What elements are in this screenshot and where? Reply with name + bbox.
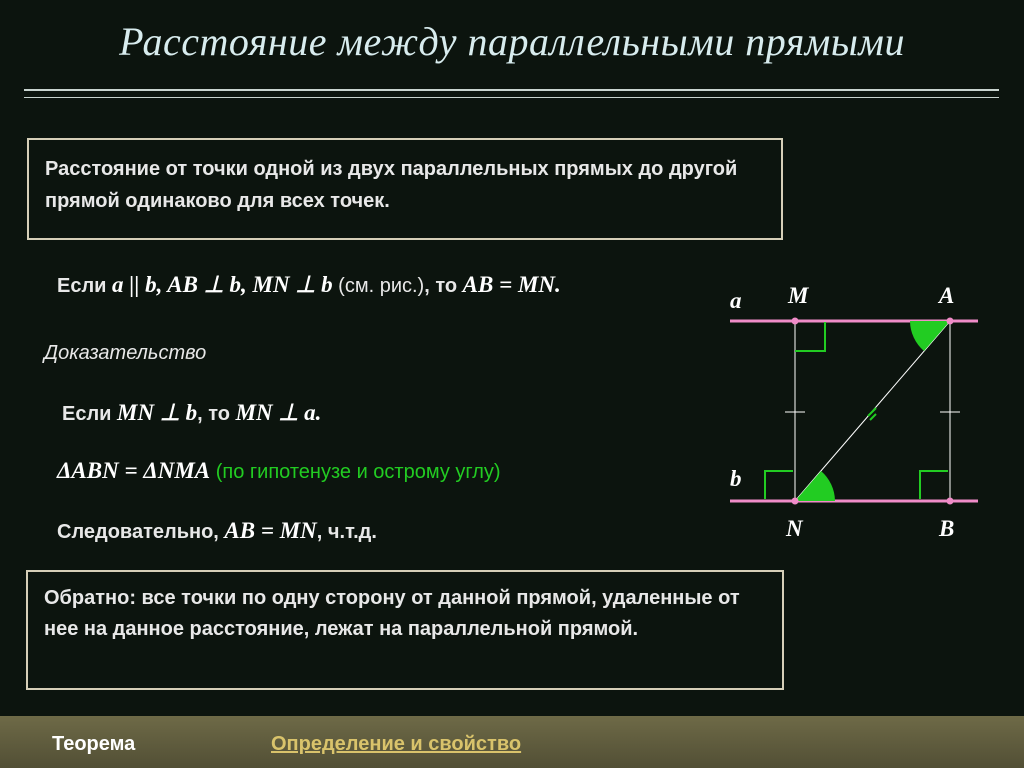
theorem-box — [27, 138, 783, 240]
if-statement — [57, 272, 561, 298]
equality-reason: (по гипотенузе и острому углу) — [215, 461, 501, 483]
title-underline-thick — [24, 89, 999, 91]
point-N — [792, 498, 799, 505]
parallel-lines-figure — [700, 270, 990, 550]
label-N: N — [786, 516, 803, 541]
footer-theorem-label: Теорема — [52, 733, 136, 755]
proof-step-2 — [57, 458, 501, 484]
hence-word: Следовательно, — [57, 521, 219, 543]
theorem-text: Расстояние от точки одной из двух параллельных прямых до другой прямой одинаково для всех точек. — [45, 158, 738, 212]
if-result: AB = MN. — [462, 272, 561, 297]
step1-condition: MN ⊥ b — [117, 400, 198, 425]
if-word: Если — [57, 275, 107, 297]
title-underline-thin — [24, 97, 999, 98]
converse-text: Обратно: все точки по одну сторону от данной прямой, удаленные от нее на данное расстояние, лежат на параллельной прямой. — [44, 587, 740, 640]
qed-text: , ч.т.д. — [316, 521, 377, 543]
midpoint-mark — [868, 408, 876, 420]
label-a: a — [730, 288, 742, 313]
see-figure: (см. рис.) — [332, 275, 425, 297]
then-word: , то — [424, 275, 458, 297]
label-M: M — [788, 283, 809, 308]
right-angle-B — [920, 471, 948, 499]
point-B — [947, 498, 954, 505]
right-angle-M — [795, 322, 825, 351]
step1-result: MN ⊥ a. — [235, 400, 322, 425]
if-condition: a || b, AB ⊥ b, MN ⊥ b — [112, 272, 333, 297]
point-M — [792, 318, 799, 325]
triangle-equality: ΔABN = ΔNMA — [57, 458, 211, 483]
proof-step-3 — [57, 518, 377, 544]
proof-heading: Доказательство — [44, 342, 207, 364]
angle-arc-A — [910, 321, 950, 351]
proof-step-1 — [62, 400, 321, 426]
angle-arc-N — [795, 471, 835, 501]
label-B: B — [939, 516, 955, 541]
label-A: A — [939, 283, 955, 308]
label-b: b — [730, 466, 742, 491]
step1-if-word: Если — [62, 403, 112, 425]
hence-result: AB = MN — [224, 518, 317, 543]
slide-title: Расстояние между параллельными прямыми — [119, 19, 905, 64]
right-angle-N — [765, 471, 793, 499]
definition-property-link[interactable]: Определение и свойство — [271, 733, 522, 755]
converse-box — [26, 570, 784, 690]
point-A — [947, 318, 954, 325]
footer-bar — [0, 716, 1024, 768]
step1-then-word: , то — [197, 403, 231, 425]
